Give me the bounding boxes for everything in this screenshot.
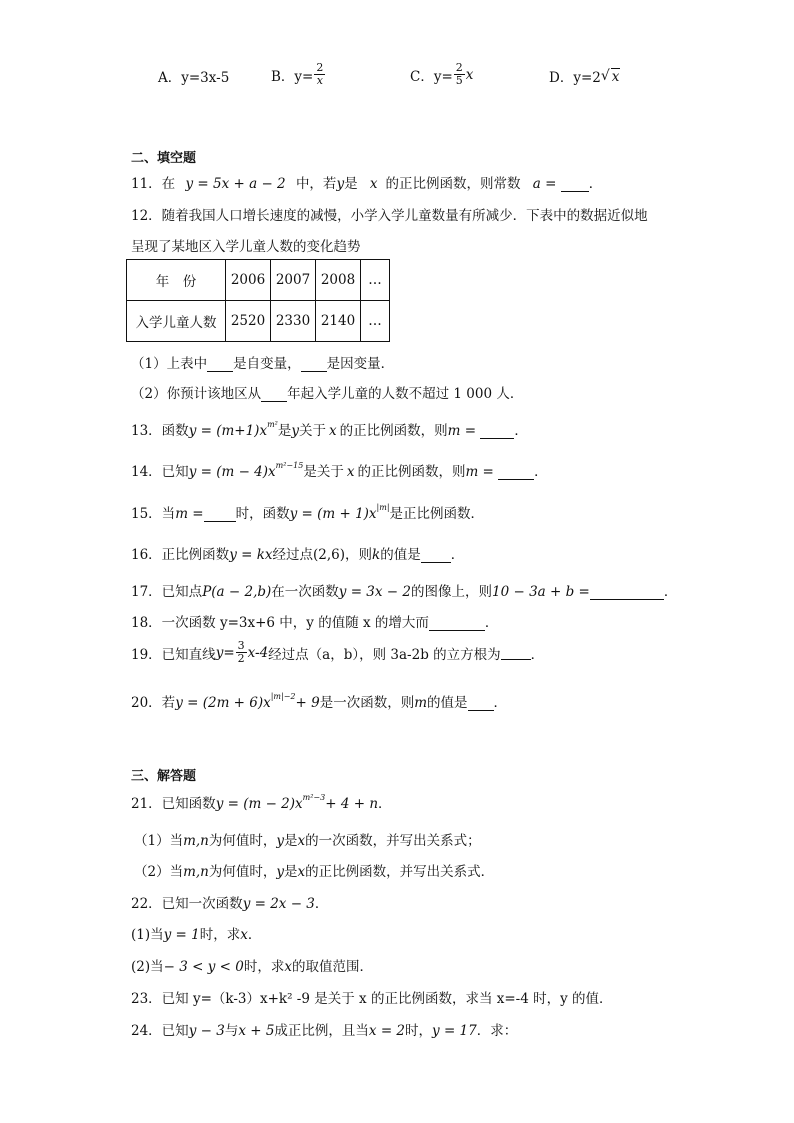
q15-var-m: m = [175, 506, 204, 522]
q21-sub-2-text: （2）当 [134, 864, 184, 880]
q22-sub-1 [131, 923, 261, 943]
q21-sub-2-var-y: y [276, 864, 285, 880]
q13-answer-blank[interactable] [480, 425, 514, 440]
q17-text-3: 的图像上，则 [411, 584, 492, 600]
q22-sub-2-var-x: x [284, 959, 292, 975]
q21-sub-1 [134, 829, 481, 849]
q19-expression: x-4 [247, 644, 269, 661]
q22-sub-1-text: (1)当 [131, 927, 164, 943]
q15-answer-blank[interactable] [204, 508, 236, 523]
q17-end: ． [663, 584, 678, 600]
q22-sub-1-end: ． [247, 927, 262, 943]
q13-var-y: y [291, 423, 299, 439]
question-11 [131, 172, 602, 192]
q17-expression-2: 10 − 3a + b = [492, 584, 590, 600]
q15-text-3: 是正比例函数． [389, 506, 485, 522]
q13-end: ． [514, 423, 528, 439]
q21-text: 21．已知函数 [131, 796, 216, 812]
option-b-prefix: B．y= [271, 68, 314, 85]
q24-text: 24．已知 [131, 1023, 189, 1039]
q22-sub-1-expression: y = 1 [163, 927, 200, 943]
q16-end: ． [450, 547, 465, 563]
q16-text: 16．正比例函数 [131, 547, 230, 563]
option-b-numerator: 2 [316, 61, 324, 74]
table-row [127, 301, 390, 342]
option-c-fraction [454, 62, 465, 87]
q13-expression: y = (m+1)x [188, 423, 268, 439]
table-cell: 2008 [316, 260, 361, 301]
q22-sub-2-expression: − 3 < y < 0 [163, 959, 244, 975]
q22-end: ． [314, 896, 329, 912]
question-17 [131, 580, 677, 600]
q21-sub-1-text: （1）当 [134, 833, 184, 849]
q12-sub-1-text: （1）上表中 [131, 356, 208, 372]
q21-exponent: m²−3 [302, 793, 326, 802]
q21-sub-1-text-2: 为何值时， [208, 833, 277, 849]
q21-expression: y = (m − 2)x [215, 796, 303, 812]
q21-sub-1-text-3: 是 [284, 833, 298, 849]
q17-point: P(a − 2,b) [202, 584, 272, 600]
q11-expression: y = 5x + a − 2 [185, 176, 286, 192]
q19-var-y: y= [215, 644, 235, 661]
q14-exponent: m²−15 [275, 461, 304, 470]
table-cell: … [361, 260, 390, 301]
q24-end: ．求： [476, 1023, 518, 1039]
q21-sub-1-vars: m,n [183, 833, 209, 849]
q14-end: ． [534, 464, 548, 480]
question-23: 23．已知 y=（k-3）x+k² -9 是关于 x 的正比例函数，求当 x=-4 时，y 的值． [131, 991, 613, 1007]
q15-text: 15．当 [131, 506, 176, 522]
q24-text-4: 时， [405, 1023, 433, 1039]
q21-sub-2-text-4: 的正比例函数，并写出关系式． [305, 864, 495, 880]
q22-sub-2-text-2: 时，求 [243, 959, 285, 975]
q22-sub-1-var-x: x [240, 927, 248, 943]
q14-var-x: x [346, 464, 355, 480]
q22-sub-2 [131, 955, 373, 975]
q13-exponent: m² [267, 420, 278, 429]
q22-sub-2-text: (2)当 [131, 959, 164, 975]
q20-text-2: 是一次函数，则 [319, 695, 415, 711]
q12-blank-dependent[interactable] [301, 358, 327, 373]
q13-text-2: 是 [277, 423, 292, 439]
q14-expression: y = (m − 4)x [188, 464, 276, 480]
question-21 [131, 792, 392, 812]
question-20 [131, 691, 507, 711]
q16-expression: y = kx [229, 547, 273, 563]
q16-answer-blank[interactable] [421, 549, 451, 564]
q11-end: ． [588, 176, 603, 192]
q20-expression: y = (2m + 6)x [175, 695, 271, 711]
q11-text: 11．在 [131, 176, 176, 192]
option-c-suffix: x [465, 66, 474, 83]
q21-expression-2: + 4 + n [325, 796, 379, 812]
q18-end: ． [484, 615, 499, 631]
q11-var-a: a = [532, 176, 557, 192]
q14-answer-blank[interactable] [498, 466, 534, 481]
q19-answer-blank[interactable] [501, 645, 531, 660]
q21-end: ． [378, 796, 392, 812]
option-c-denominator: 5 [455, 74, 463, 87]
q19-denominator: 2 [237, 652, 245, 665]
q20-end: ． [493, 695, 508, 711]
table-cell: 入学儿童人数 [127, 301, 226, 342]
q19-text-2: 经过点（a，b），则 3a-2b 的立方根为 [268, 646, 501, 663]
q20-expression-2: + 9 [295, 695, 320, 711]
q17-text-2: 在一次函数 [271, 584, 339, 600]
q14-text-3: 的正比例函数，则 [357, 464, 466, 480]
q11-var-x: x [369, 176, 378, 192]
option-a [158, 66, 229, 86]
q12-blank-year[interactable] [261, 388, 287, 403]
section-title-solve: 三、解答题 [131, 769, 197, 784]
q13-var-x: x [329, 423, 337, 439]
q19-fraction [236, 640, 247, 665]
question-22 [131, 892, 328, 912]
option-c-prefix: C．y= [410, 68, 453, 85]
table-cell: 2330 [271, 301, 316, 342]
q12-sub-2-text-2: 年起入学儿童的人数不超过 1 000 人． [287, 386, 524, 402]
q24-expression-3: x = 2 [368, 1023, 406, 1039]
q19-numerator: 3 [237, 639, 245, 652]
q22-text: 22．已知一次函数 [131, 896, 243, 912]
q17-answer-blank[interactable] [590, 586, 664, 601]
table-cell: 2007 [271, 260, 316, 301]
question-15 [131, 502, 484, 522]
option-d-radicand: x [611, 68, 620, 85]
q16-text-4: 的值是 [380, 547, 421, 563]
q24-expression-4: y = 17 [432, 1023, 477, 1039]
q24-expression-1: y − 3 [188, 1023, 225, 1039]
option-c [410, 62, 473, 87]
enrollment-table [126, 259, 390, 342]
q22-sub-1-text-2: 时，求 [199, 927, 241, 943]
q12-sub-1-text-2: 是自变量， [233, 356, 301, 372]
q13-text-3: 关于 [299, 423, 326, 439]
q15-exponent: |m| [376, 503, 390, 512]
q19-end: ． [530, 646, 545, 663]
q12-sub-2 [131, 382, 523, 402]
q11-var-y: y [336, 176, 345, 192]
question-19 [131, 640, 544, 665]
table-cell: 年 份 [127, 260, 226, 301]
question-24 [131, 1019, 517, 1039]
q12-sub-2-text: （2）你预计该地区从 [131, 386, 262, 402]
question-18 [131, 611, 498, 631]
q17-expression: y = 3x − 2 [338, 584, 411, 600]
q16-text-2: 经过点 [272, 547, 314, 563]
option-b [271, 62, 326, 87]
q15-expression: y = (m + 1)x [289, 506, 377, 522]
q21-sub-2 [134, 860, 494, 880]
q20-answer-blank[interactable] [468, 697, 494, 712]
option-d-prefix: D．y=2 [549, 70, 601, 86]
q11-answer-blank[interactable] [561, 178, 589, 193]
q12-line-2: 呈现了某地区入学儿童人数的变化趋势 [131, 239, 361, 255]
table-cell: 2140 [316, 301, 361, 342]
q14-var-m: m = [465, 464, 494, 480]
table-row [127, 260, 390, 301]
q21-sub-2-text-3: 是 [284, 864, 298, 880]
option-d [549, 66, 620, 86]
option-b-denominator: x [316, 74, 323, 87]
q21-sub-1-var-x: x [297, 833, 306, 849]
q22-sub-2-text-3: 的取值范围． [291, 959, 373, 975]
q21-sub-2-text-2: 为何值时， [208, 864, 277, 880]
table-cell: 2006 [226, 260, 271, 301]
q20-text-3: 的值是 [427, 695, 468, 711]
q11-text-2: 中，若 [295, 176, 337, 192]
q11-text-4: 的正比例函数，则常数 [385, 176, 521, 192]
q21-sub-2-vars: m,n [183, 864, 209, 880]
q14-text-2: 是关于 [303, 464, 344, 480]
q12-sub-1 [131, 352, 394, 372]
q12-sub-1-text-3: 是因变量． [326, 356, 395, 372]
q17-text: 17．已知点 [131, 584, 203, 600]
q11-text-3: 是 [344, 176, 358, 192]
table-cell: … [361, 301, 390, 342]
q24-expression-2: x + 5 [238, 1023, 275, 1039]
option-a-text: A．y=3x-5 [158, 70, 230, 86]
q16-point: (2,6) [313, 547, 346, 563]
q13-var-m: m = [447, 423, 477, 439]
q13-text: 13．函数 [131, 423, 189, 439]
q16-text-3: ，则 [345, 547, 373, 563]
q15-text-2: 时，函数 [235, 506, 290, 522]
q18-answer-blank[interactable] [429, 617, 485, 632]
table-cell: 2520 [226, 301, 271, 342]
q22-expression: y = 2x − 3 [242, 896, 315, 912]
question-16 [131, 543, 464, 563]
q18-text: 18．一次函数 y=3x+6 中，y 的值随 x 的增大而 [131, 615, 429, 631]
q24-text-2: 与 [224, 1023, 239, 1039]
q21-sub-1-text-4: 的一次函数，并写出关系式； [305, 833, 481, 849]
question-13 [131, 419, 528, 439]
sqrt-sign: √ [600, 68, 610, 84]
q19-text: 19．已知直线 [131, 646, 216, 663]
q21-sub-1-var-y: y [276, 833, 285, 849]
option-b-fraction [314, 62, 325, 87]
question-14 [131, 460, 548, 480]
q14-text: 14．已知 [131, 464, 189, 480]
q20-exponent: |m|−2 [270, 692, 296, 701]
q12-line-1: 12．随着我国人口增长速度的减慢，小学入学儿童数量有所减少．下表中的数据近似地 [131, 208, 648, 224]
q20-var-m: m [414, 695, 428, 711]
q13-text-4: 的正比例函数，则 [339, 423, 448, 439]
q20-text: 20．若 [131, 695, 176, 711]
section-title-fill: 二、填空题 [131, 151, 197, 166]
q21-sub-2-var-x: x [297, 864, 306, 880]
q12-blank-independent[interactable] [207, 358, 233, 373]
q24-text-3: 成正比例，且当 [274, 1023, 369, 1039]
q16-var-k: k [372, 547, 381, 563]
option-c-numerator: 2 [455, 61, 463, 74]
